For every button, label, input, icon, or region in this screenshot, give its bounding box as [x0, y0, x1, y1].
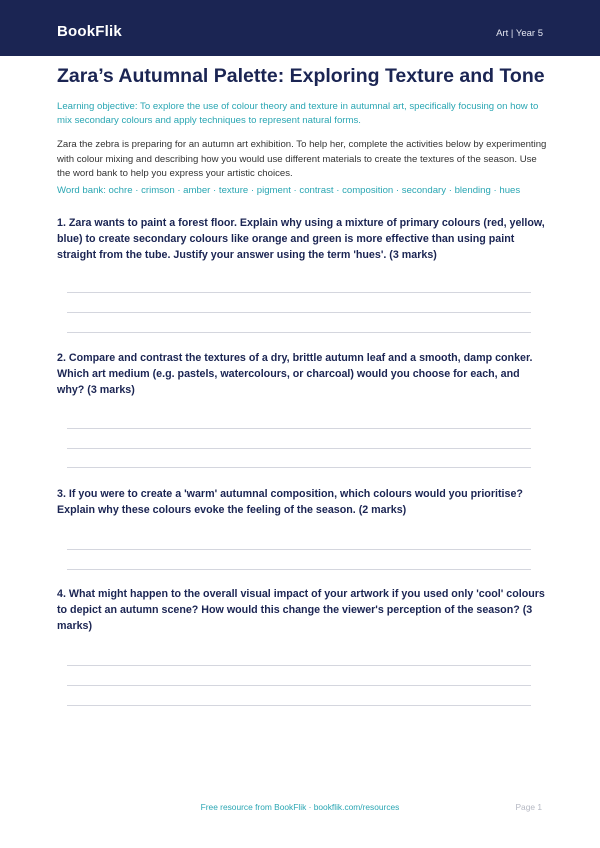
- answer-line[interactable]: [67, 705, 531, 706]
- page-header: [0, 0, 600, 56]
- answer-line[interactable]: [67, 312, 531, 313]
- answer-line[interactable]: [67, 569, 531, 570]
- question-2: 2. Compare and contrast the textures of a dry, brittle autumn leaf and a smooth, damp conker. Which art medium (e.g. pastels, watercolours, or charcoal) would you choose for each, and why? (3 marks): [57, 352, 533, 396]
- answer-line[interactable]: [67, 428, 531, 429]
- intro-text: Zara the zebra is preparing for an autumn art exhibition. To help her, complete the activities below by experimenting with colour mixing and describing how you would use different materials to create the textures of the season. Use the word bank to help you express your artistic choices.: [57, 139, 547, 179]
- page-number: Page 1: [515, 802, 542, 812]
- question-4: 4. What might happen to the overall visual impact of your artwork if you used only 'cool' colours to depict an autumn scene? How would this change the viewer's perception of the season? (3 marks): [57, 588, 545, 632]
- question-1: 1. Zara wants to paint a forest floor. Explain why using a mixture of primary colours (red, yellow, blue) to create secondary colours like orange and green is more effective than using paint straight from the tube. Justify your answer using the term 'hues'. (3 marks): [57, 217, 545, 261]
- footer-source[interactable]: Free resource from BookFlik · bookflik.com/resources: [200, 802, 400, 812]
- learning-objective: Learning objective: To explore the use of colour theory and texture in autumnal art, specifically focusing on how to mix secondary colours and apply techniques to represent natural forms.: [57, 101, 539, 126]
- subject-year-label: Art | Year 5: [496, 28, 543, 39]
- answer-line[interactable]: [67, 467, 531, 468]
- answer-line[interactable]: [67, 448, 531, 449]
- answer-line[interactable]: [67, 685, 531, 686]
- word-bank: Word bank: ochre · crimson · amber · texture · pigment · contrast · composition · secondary · blending · hues: [57, 185, 521, 196]
- answer-line[interactable]: [67, 665, 531, 666]
- answer-line[interactable]: [67, 332, 531, 333]
- question-3: 3. If you were to create a 'warm' autumnal composition, which colours would you prioritise? Explain why these colours evoke the feeling of the season. (2 marks): [57, 488, 523, 516]
- answer-line[interactable]: [67, 549, 531, 550]
- answer-line[interactable]: [67, 292, 531, 293]
- page-title: Zara’s Autumnal Palette: Exploring Texture and Tone: [57, 65, 545, 87]
- brand-logo[interactable]: BookFlik: [57, 23, 122, 40]
